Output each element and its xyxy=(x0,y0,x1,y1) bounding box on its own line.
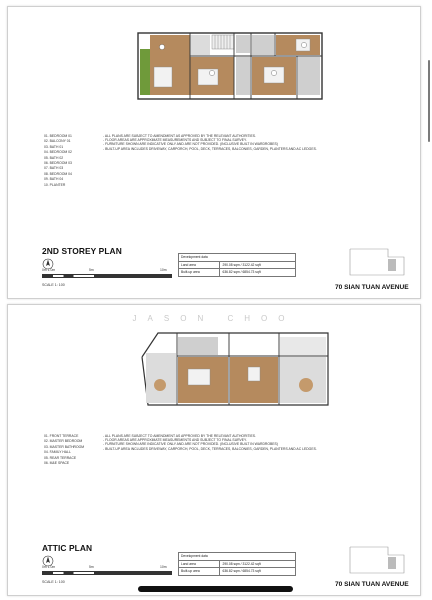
scale-ratio: SCALE 1: 100 xyxy=(42,580,65,584)
land-area-value: 290.08 sqm / 3122.42 sqft xyxy=(220,261,296,269)
note-line: - FLOOR AREAS ARE APPROXIMATE MEASUREMENTS AND SUBJECT TO FINAL SURVEY. xyxy=(103,138,247,143)
2nd-storey-floor-plan xyxy=(132,27,332,105)
attic-floor-plan xyxy=(138,329,338,409)
home-indicator[interactable] xyxy=(138,586,293,592)
key-plan-diagram xyxy=(348,247,406,277)
legend-item: 06. M&E SPACE xyxy=(44,461,70,466)
legend-item: 06. BEDROOM 03 xyxy=(44,161,72,166)
watermark: JASON CHOO xyxy=(132,314,296,323)
room-legend xyxy=(44,134,72,188)
scale-tick-0: 0m 1.0m xyxy=(42,268,56,272)
scale-bar xyxy=(42,268,176,282)
development-data-table xyxy=(178,552,296,576)
built-up-area-label: Built-up area xyxy=(179,269,220,277)
scrollbar[interactable] xyxy=(428,60,430,142)
legend-item: 04. BEDROOM 02 xyxy=(44,150,72,155)
legend-item: 07. BATH 03 xyxy=(44,166,64,171)
legend-item: 03. MASTER BATHROOM xyxy=(44,444,85,449)
scale-ratio: SCALE 1: 100 xyxy=(42,283,65,287)
note-line: - FLOOR AREAS ARE APPROXIMATE MEASUREMENTS AND SUBJECT TO FINAL SURVEY. xyxy=(103,438,247,443)
scale-tick-10: 10m xyxy=(160,268,167,272)
plan-notes xyxy=(103,134,317,151)
scale-bar xyxy=(42,565,176,579)
note-line: - BUILT-UP AREA INCLUDES DRIVEWAY, CARPORCH, POOL, DECK, TERRACES, BALCONIES, GARDEN, PLANTERS AND AC LEDGES. xyxy=(103,446,317,451)
land-area-label: Land area xyxy=(179,560,220,568)
legend-item: 04. FAMILY HALL xyxy=(44,450,71,455)
legend-item: 02. BALCONY 01 xyxy=(44,139,71,144)
legend-item: 05. REAR TERRACE xyxy=(44,455,77,460)
legend-item: 01. FRONT TERRACE xyxy=(44,434,79,438)
built-up-area-value: 636.82 sqm / 6854.73 sqft xyxy=(220,269,296,277)
legend-item: 10. PLANTER xyxy=(44,182,66,187)
plan-title: ATTIC PLAN xyxy=(42,543,93,553)
note-line: - FURNITURE SHOWN ARE INDICATIVE ONLY AND ARE NOT PROVIDED. (INCLUSIVE BUILT IN WARDROBES) xyxy=(103,142,278,147)
development-data-table xyxy=(178,253,296,277)
scale-tick-5: 5m xyxy=(89,565,94,569)
legend-item: 01. BEDROOM 01 xyxy=(44,134,72,138)
dev-data-header: Development data xyxy=(179,254,296,262)
legend-item: 05. BATH 02 xyxy=(44,155,64,160)
land-area-label: Land area xyxy=(179,261,220,269)
floor-plan-sheet-2nd-storey xyxy=(7,6,421,299)
land-area-value: 290.08 sqm / 3122.42 sqft xyxy=(220,560,296,568)
note-line: - FURNITURE SHOWN ARE INDICATIVE ONLY AND ARE NOT PROVIDED. (INCLUSIVE BUILT IN WARDROBES) xyxy=(103,442,278,447)
room-legend xyxy=(44,434,84,466)
plan-notes xyxy=(103,434,317,451)
built-up-area-value: 636.82 sqm / 6854.73 sqft xyxy=(220,568,296,576)
note-line: - BUILT-UP AREA INCLUDES DRIVEWAY, CARPORCH, POOL, DECK, TERRACES, BALCONIES, GARDEN, PLANTERS AND AC LEDGES. xyxy=(103,146,317,151)
note-line: - ALL PLANS ARE SUBJECT TO AMENDMENT AS APPROVED BY THE RELEVANT AUTHORITIES. xyxy=(103,134,256,138)
note-line: - ALL PLANS ARE SUBJECT TO AMENDMENT AS APPROVED BY THE RELEVANT AUTHORITIES. xyxy=(103,434,256,438)
plan-title: 2ND STOREY PLAN xyxy=(42,246,122,256)
key-plan-diagram xyxy=(348,545,406,575)
legend-item: 08. BEDROOM 04 xyxy=(44,171,72,176)
legend-item: 03. BATH 01 xyxy=(44,144,64,149)
scale-tick-10: 10m xyxy=(160,565,167,569)
floor-plan-sheet-attic xyxy=(7,304,421,596)
legend-item: 02. MASTER BEDROOM xyxy=(44,439,83,444)
legend-item: 09. BATH 04 xyxy=(44,177,64,182)
project-address: 70 SIAN TUAN AVENUE xyxy=(335,581,409,588)
scale-tick-5: 5m xyxy=(89,268,94,272)
dev-data-header: Development data xyxy=(179,553,296,561)
built-up-area-label: Built-up area xyxy=(179,568,220,576)
scale-tick-0: 0m 1.0m xyxy=(42,565,56,569)
project-address: 70 SIAN TUAN AVENUE xyxy=(335,284,409,291)
